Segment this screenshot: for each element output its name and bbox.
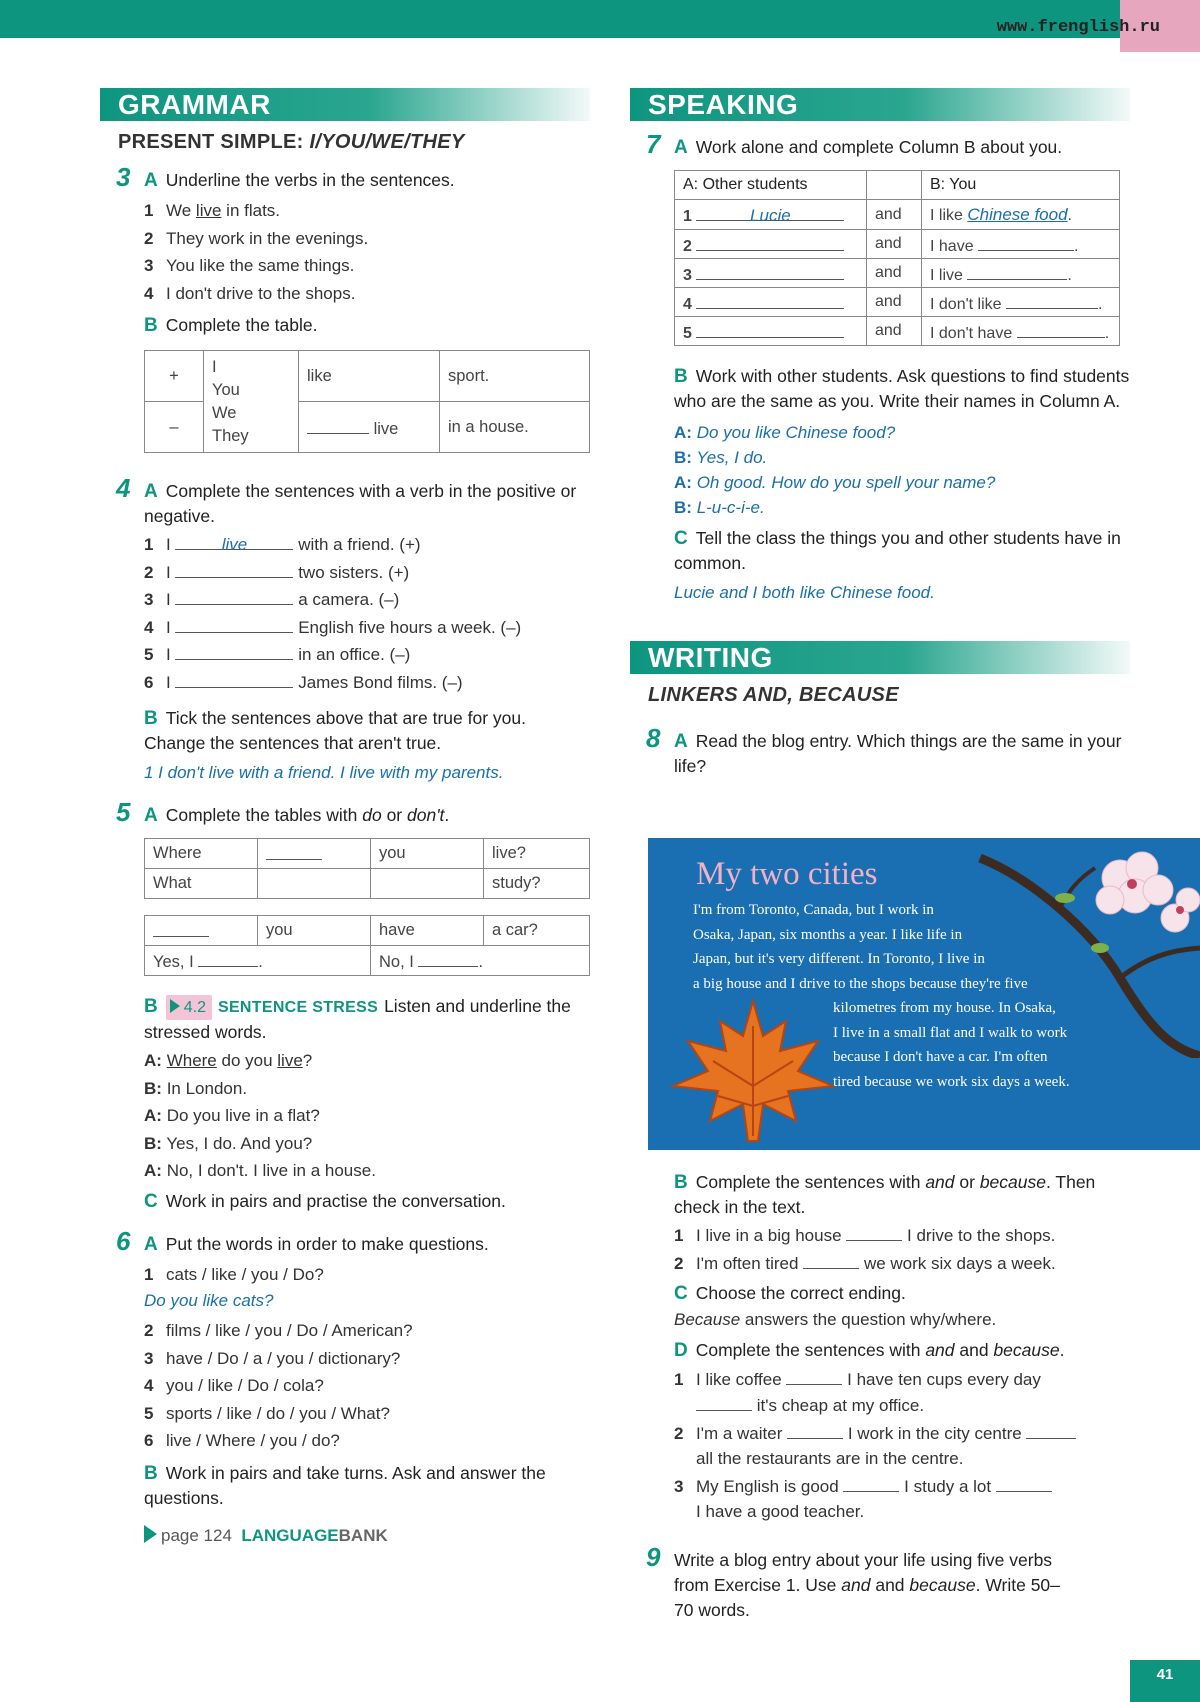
blog-title: My two cities [696,856,878,892]
exercise-7: 7 A Work alone and complete Column B about you. A: Other students B: You 1 Lucie and I like Chinese food. 2 and I have . 3 and I live . 4 and I don't like . 5 and I don't have . B Work with other students. Ask questions to find students who are the same as you. Write their names in Column A. A: Do you like Chinese food? B: Yes, I do. A: Oh good. How do you spell your name? B: L-u-c-i-e. C Tell the class the things you and other students have in common. Lucie and I both like Chinese food. [630,135,1130,605]
list-item: 1 I like coffee I have ten cups every day it's cheap at my office. [674,1367,1144,1418]
list-item: 1 I live in a big house I drive to the shops. [674,1222,1144,1250]
list-item: 2 I two sisters. (+) [144,559,590,587]
columns-table: A: Other students B: You 1 Lucie and I like Chinese food. 2 and I have . 3 and I live . 4 and I don't like . 5 and I don't have . [674,170,1120,346]
example-answer: 1 I don't live with a friend. I live with my parents. [144,763,504,782]
answer-blank[interactable] [175,560,293,578]
choice-sentence[interactable]: Because answers the question why/where. [674,1310,997,1329]
dialogue-line: B: Yes, I do. And you? [144,1133,313,1153]
instruction: Complete the table. [165,315,318,335]
question-table-1: Where you live? What study? [144,838,590,899]
instruction: Read the blog entry. Which things are the same in your life? [674,731,1122,776]
list-item: 2 I'm often tired we work six days a week. [674,1250,1144,1278]
dialogue-line: B: In London. [144,1078,248,1098]
instruction: Complete the sentences with a verb in the positive or negative. [144,481,577,526]
example-answer: Do you like cats? [144,1291,274,1310]
top-bar [0,0,1200,38]
speaking-header: SPEAKING [630,88,1130,121]
instruction: Work with other students. Ask questions to find students who are the same as you. Write their names in Column A. [674,366,1130,411]
list-item: 3 My English is good I study a lot I have a good teacher. [674,1474,1144,1524]
grammar-subtitle: PRESENT SIMPLE: I/YOU/WE/THEY [118,131,465,153]
list-item: 6 live / Where / you / do? [144,1431,340,1450]
exercise-5: 5 A Complete the tables with do or don't. Where you live? What study? you have a car? Yes, I . No, I . B 4.2 SENTENCE STRESS Listen and underline the stressed words. A: Where do you live? B: In London. A: Do you live in a flat? B: Yes, I do. And you? A: No, I don't. I live in a house. C Work in pairs and practise the conversation. [100,803,590,1214]
right-column [630,88,1130,779]
answer-blank[interactable] [696,320,844,338]
grammar-table: + I You We They like sport. – live in a house. [144,350,590,453]
list-item: 3 have / Do / a / you / dictionary? [144,1348,401,1368]
blog-text: I'm from Toronto, Canada, but I work in Osaka, Japan, six months a year. I like life in Japan, but it's very different. In Toronto, I live in a big house and I drive to the shops because they're five kilometres from my house. In Osaka, I live in a small flat and I walk to work because I don't have a car. I'm often tired because we work six days a week. [693,902,1070,1090]
language-bank-link[interactable]: page 124 LANGUAGEBANK [144,1525,590,1546]
exercise-4: 4 A Complete the sentences with a verb in the positive or negative. 1 I live with a friend. (+) 2 I two sisters. (+) 3 I a camera. (–) 4 I English five hours a week. (–) 5 I in an office. (–) 6 I James Bond films. (–) B Tick the sentences above that are true for you. Change the sentences that aren't true. 1 I don't live with a friend. I live with my parents. [100,479,590,785]
list-item: 1 I live with a friend. (+) [144,531,590,559]
instruction: Put the words in order to make questions. [165,1233,489,1254]
answer-blank[interactable] [696,233,844,251]
writing-exercises: B Complete the sentences with and or because. Then check in the text. 1 I live in a big house I drive to the shops. 2 I'm often tired we work six days a week. C Choose the correct ending. Because answers the question why/where. D Complete the sentences with and and because. 1 I like coffee I have ten cups every day it's cheap at my office. 2 I'm a waiter I work in the city centre all the restaurants are in the centre. 3 My English is good I study a lot I have a good teacher. [674,1170,1144,1524]
answer-blank[interactable] [696,291,844,309]
instruction: Complete the tables with do or don't. [165,805,450,825]
list-item: 2 They work in the evenings. [144,228,369,248]
example-answer: Lucie and I both like Chinese food. [674,583,935,602]
answer-blank[interactable] [175,642,293,660]
writing-subtitle: LINKERS AND, BECAUSE [648,684,899,706]
instruction: Complete the sentences with and and because. [695,1340,1065,1360]
list-item: 3 I a camera. (–) [144,586,590,614]
exercise-3: 3 A Underline the verbs in the sentences. 1 We live in flats. 2 They work in the evenings. 3 You like the same things. 4 I don't drive to the shops. B Complete the table. + I You We They like sport. – live in a house. [100,168,590,453]
pronouns-cell: I You We They [204,351,299,453]
left-column [100,88,590,1546]
list-item: 4 you / like / Do / cola? [144,1376,324,1395]
dialogue-line: A: Oh good. How do you spell your name? [674,473,996,492]
list-item: 6 I James Bond films. (–) [144,669,590,697]
table-blank-cell[interactable]: live [299,402,440,453]
exercise-number: 3 [116,162,131,192]
page-arrow-icon [144,1525,157,1543]
instruction: Underline the verbs in the sentences. [165,170,455,190]
question-table-2: you have a car? Yes, I . No, I . [144,915,590,976]
list-item: 2 I'm a waiter I work in the city centre all the restaurants are in the centre. [674,1421,1144,1471]
list-item: 1 cats / like / you / Do? [144,1264,324,1284]
instruction: Complete the sentences with and or because. Then check in the text. [674,1172,1096,1217]
list-item: 4 I don't drive to the shops. [144,283,356,303]
list-item: 5 sports / like / do / you / What? [144,1403,390,1423]
site-url[interactable]: www.frenglish.ru [996,18,1160,37]
list-item: 1 We live in flats. [144,201,281,220]
table-blank-cell[interactable] [145,916,258,946]
blog-entry-image [648,838,1200,1150]
audio-track-button[interactable]: 4.2 [166,995,212,1020]
answer-blank[interactable] [175,587,293,605]
dialogue-line: B: Yes, I do. [674,448,768,467]
page-number: 41 [1130,1660,1200,1702]
instruction: Work in pairs and practise the conversation. [165,1190,506,1211]
dialogue-line: A: Do you like Chinese food? [674,423,896,442]
dialogue-line: B: L-u-c-i-e. [674,498,765,517]
exercise-8: 8 A Read the blog entry. Which things are the same in your life? [646,723,1122,776]
answer-blank[interactable] [175,670,293,688]
list-item: 4 I English five hours a week. (–) [144,614,590,642]
answer-blank[interactable] [696,262,844,280]
dialogue-line: A: Do you live in a flat? [144,1106,320,1125]
play-icon [170,999,180,1013]
grammar-header: GRAMMAR [100,88,590,121]
dialogue-line: A: No, I don't. I live in a house. [144,1161,376,1180]
list-item: 5 I in an office. (–) [144,641,590,669]
instruction: Choose the correct ending. [695,1283,906,1303]
exercise-6: 6 A Put the words in order to make questions. 1 cats / like / you / Do? Do you like cats? 2 films / like / you / Do / American? 3 have / Do / a / you / dictionary? 4 you / like / Do / cola? 5 sports / like / do / you / What? 6 live / Where / you / do? B Work in pairs and take turns. Ask and answer the questions. page 124 LANGUAGEBANK [100,1232,590,1546]
instruction: Tell the class the things you and other students have in common. [674,528,1121,573]
instruction: Tick the sentences above that are true for you. Change the sentences that aren't true. [144,708,526,753]
dialogue-line: A: Where do you live? [144,1051,313,1070]
table-blank-cell[interactable] [258,839,371,869]
instruction: Write a blog entry about your life using five verbs from Exercise 1. Use and and because. Write 50–70 words. [674,1550,1060,1620]
list-item: 3 You like the same things. [144,256,355,275]
instruction: Work in pairs and take turns. Ask and answer the questions. [144,1462,546,1508]
answer-blank[interactable] [175,615,293,633]
sentence-stress-label: SENTENCE STRESS [217,999,379,1016]
writing-header: WRITING [630,641,1130,674]
instruction: Listen and underline the stressed words. [144,996,571,1042]
instruction: Work alone and complete Column B about you. [695,137,1063,157]
list-item: 2 films / like / you / Do / American? [144,1321,413,1340]
exercise-9: 9 Write a blog entry about your life using five verbs from Exercise 1. Use and and because. Write 50–70 words. [630,1548,1144,1623]
